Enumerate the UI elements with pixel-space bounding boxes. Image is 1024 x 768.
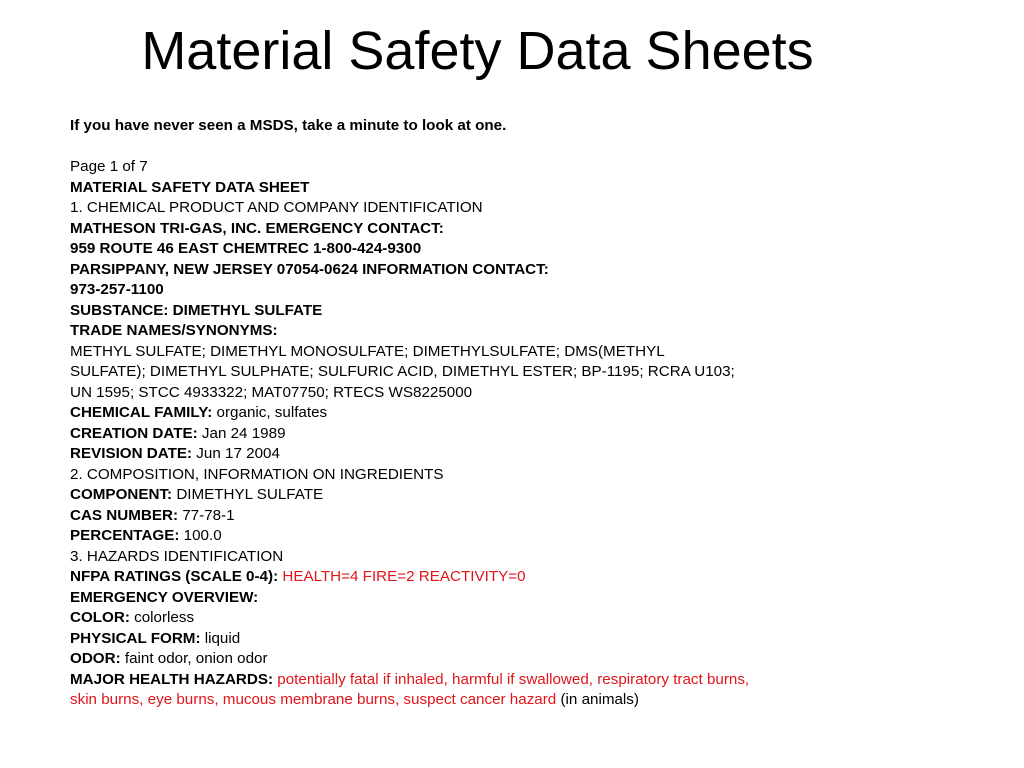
chemical-family-value: organic, sulfates — [212, 404, 328, 421]
trade-names-label: TRADE NAMES/SYNONYMS: — [70, 322, 278, 339]
creation-date-value: Jan 24 1989 — [197, 424, 286, 442]
percentage-row — [70, 526, 860, 547]
nfpa-label: NFPA RATINGS (SCALE 0-4): — [70, 568, 279, 585]
creation-date-row — [70, 424, 860, 445]
physical-form-value: liquid — [200, 629, 241, 647]
cas-number-row — [70, 506, 860, 527]
synonyms-line-3: UN 1595; STCC 4933322; MAT07750; RTECS WS8225000 — [70, 383, 473, 401]
health-hazards-label: MAJOR HEALTH HAZARDS: — [70, 670, 274, 688]
nfpa-row — [70, 567, 860, 588]
revision-date-row — [70, 444, 860, 465]
component-value: DIMETHYL SULFATE — [172, 486, 324, 503]
chemical-family-row — [70, 403, 860, 424]
revision-date-value: Jun 17 2004 — [192, 445, 280, 462]
odor-value: faint odor, onion odor — [120, 650, 268, 667]
odor-label: ODOR: — [70, 650, 121, 667]
emergency-overview-label: EMERGENCY OVERVIEW: — [70, 588, 259, 606]
slide-title: Material Safety Data Sheets — [141, 21, 814, 81]
intro-text: If you have never seen a MSDS, take a minute to look at one. — [70, 117, 507, 134]
msds-heading: MATERIAL SAFETY DATA SHEET — [70, 178, 310, 196]
color-label: COLOR: — [70, 609, 130, 626]
color-value: colorless — [129, 609, 195, 626]
health-hazards-value-2: skin burns, eye burns, mucous membrane burns, suspect cancer hazard — [70, 691, 557, 708]
msds-page-number: Page 1 of 7 — [70, 158, 148, 175]
synonyms-line-2: SULFATE); DIMETHYL SULPHATE; SULFURIC ACID, DIMETHYL ESTER; BP-1195; RCRA U103; — [70, 363, 735, 380]
percentage-value: 100.0 — [179, 527, 222, 544]
physical-form-row — [70, 629, 860, 650]
nfpa-value: HEALTH=4 FIRE=2 REACTIVITY=0 — [278, 568, 526, 585]
revision-date-label: REVISION DATE: — [70, 445, 193, 462]
company-line-1: MATHESON TRI-GAS, INC. EMERGENCY CONTACT: — [70, 219, 444, 237]
slide-body — [70, 116, 860, 711]
cas-number-value: 77-78-1 — [178, 506, 235, 524]
section-3-heading: 3. HAZARDS IDENTIFICATION — [70, 547, 284, 565]
health-hazards-suffix: (in animals) — [556, 691, 639, 708]
physical-form-label: PHYSICAL FORM: — [70, 629, 201, 647]
cas-number-label: CAS NUMBER: — [70, 506, 178, 524]
section-2-heading: 2. COMPOSITION, INFORMATION ON INGREDIENTS — [70, 465, 444, 483]
color-row — [70, 608, 860, 629]
company-line-2: 959 ROUTE 46 EAST CHEMTREC 1-800-424-9300 — [70, 240, 422, 257]
chemical-family-label: CHEMICAL FAMILY: — [70, 404, 213, 421]
company-line-4: 973-257-1100 — [70, 281, 164, 298]
percentage-label: PERCENTAGE: — [70, 527, 180, 544]
health-hazards-row — [70, 670, 860, 691]
spacer — [70, 137, 860, 158]
company-line-3: PARSIPPANY, NEW JERSEY 07054-0624 INFORMATION CONTACT: — [70, 260, 549, 278]
substance-line: SUBSTANCE: DIMETHYL SULFATE — [70, 301, 323, 319]
component-label: COMPONENT: — [70, 486, 173, 503]
health-hazards-row-2 — [70, 690, 860, 711]
component-row — [70, 485, 860, 506]
creation-date-label: CREATION DATE: — [70, 424, 198, 442]
section-1-heading: 1. CHEMICAL PRODUCT AND COMPANY IDENTIFICATION — [70, 199, 483, 216]
health-hazards-value-1: potentially fatal if inhaled, harmful if swallowed, respiratory tract burns, — [273, 670, 750, 688]
odor-row — [70, 649, 860, 670]
synonyms-line-1: METHYL SULFATE; DIMETHYL MONOSULFATE; DIMETHYLSULFATE; DMS(METHYL — [70, 342, 665, 360]
